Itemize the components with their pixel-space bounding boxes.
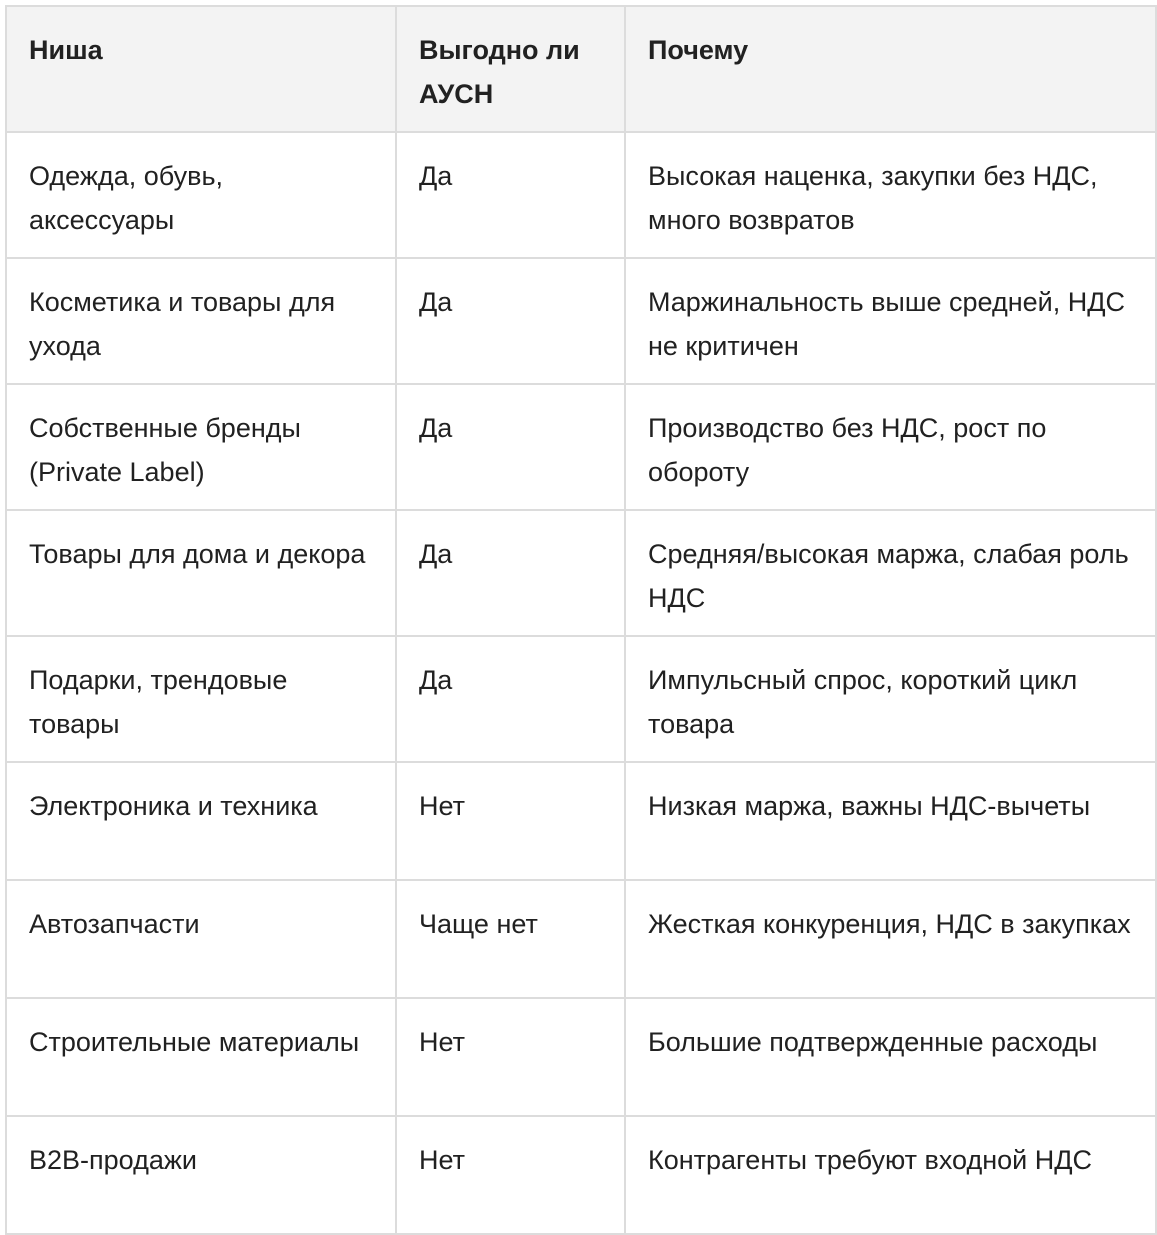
cell-niche: Товары для дома и декора bbox=[6, 510, 396, 636]
table-row bbox=[6, 636, 1156, 762]
cell-profitable: Да bbox=[396, 510, 625, 636]
cell-profitable: Нет bbox=[396, 1116, 625, 1234]
cell-reason: Жесткая конкуренция, НДС в закупках bbox=[625, 880, 1156, 998]
cell-profitable: Да bbox=[396, 384, 625, 510]
cell-niche: Электроника и техника bbox=[6, 762, 396, 880]
table-row bbox=[6, 510, 1156, 636]
cell-niche: Собственные бренды (Private Label) bbox=[6, 384, 396, 510]
table-row bbox=[6, 384, 1156, 510]
cell-reason: Низкая маржа, важны НДС-вычеты bbox=[625, 762, 1156, 880]
cell-profitable: Да bbox=[396, 636, 625, 762]
header-why: Почему bbox=[625, 6, 1156, 132]
cell-reason: Контрагенты требуют входной НДС bbox=[625, 1116, 1156, 1234]
table-row bbox=[6, 998, 1156, 1116]
cell-profitable: Да bbox=[396, 258, 625, 384]
table-header-row bbox=[6, 6, 1156, 132]
cell-profitable: Да bbox=[396, 132, 625, 258]
cell-reason: Импульсный спрос, короткий цикл товара bbox=[625, 636, 1156, 762]
cell-reason: Средняя/высокая маржа, слабая роль НДС bbox=[625, 510, 1156, 636]
table-row bbox=[6, 1116, 1156, 1234]
table-row bbox=[6, 762, 1156, 880]
table-row bbox=[6, 132, 1156, 258]
niche-table bbox=[5, 5, 1157, 1235]
cell-reason: Высокая наценка, закупки без НДС, много возвратов bbox=[625, 132, 1156, 258]
cell-niche: Одежда, обувь, аксессуары bbox=[6, 132, 396, 258]
cell-niche: Строительные материалы bbox=[6, 998, 396, 1116]
cell-profitable: Нет bbox=[396, 762, 625, 880]
cell-reason: Производство без НДС, рост по обороту bbox=[625, 384, 1156, 510]
cell-niche: Автозапчасти bbox=[6, 880, 396, 998]
cell-reason: Маржинальность выше средней, НДС не критичен bbox=[625, 258, 1156, 384]
cell-profitable: Чаще нет bbox=[396, 880, 625, 998]
table-row bbox=[6, 880, 1156, 998]
cell-niche: Подарки, трендовые товары bbox=[6, 636, 396, 762]
cell-niche: Косметика и товары для ухода bbox=[6, 258, 396, 384]
cell-profitable: Нет bbox=[396, 998, 625, 1116]
cell-niche: B2B-продажи bbox=[6, 1116, 396, 1234]
table-row bbox=[6, 258, 1156, 384]
header-ausn-profitable: Выгодно ли АУСН bbox=[396, 6, 625, 132]
cell-reason: Большие подтвержденные расходы bbox=[625, 998, 1156, 1116]
header-niche: Ниша bbox=[6, 6, 396, 132]
